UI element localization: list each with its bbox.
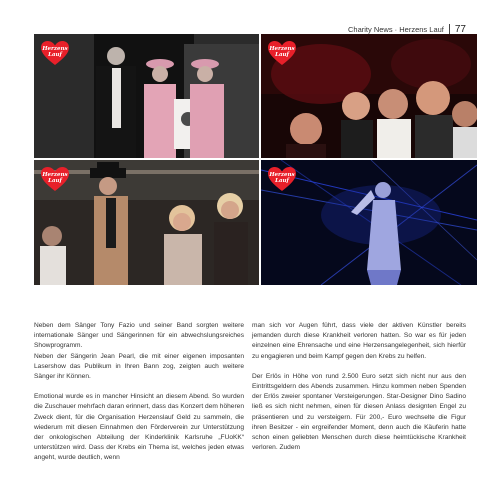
- article-paragraph: Neben dem Sänger Tony Fazio und seiner Band sorgten weitere internationale Sänger und Sängerinnen für ein abwechslungsreiches Showprogramm. Neben der Sängerin Jean Pearl, die mit einer eigenen imposanten Lasershow das Publikum in Ihren Bann zog, zeigten auch weitere Sänger ihr Können.: [34, 322, 244, 381]
- article-column-left: [34, 321, 244, 474]
- article-paragraph: Emotional wurde es in mancher Hinsicht an diesem Abend. So wurden die Zuschauer mehrfach daran erinnert, dass das Konzert dem höheren Zweck dient, für die Organisation Herzenslauf Geld zu sammeln, die wiederum mit diesen Einnahmen den Förderverein zur Unterstützung der onkologischen Abteilung der Kinderklinik Karlsruhe „FUoKK“ unterstützen wird. Dass der Krebs ein Thema ist, welches jeden etwas angeht, wurde deutlich, wenn: [34, 393, 244, 462]
- photo-singers-stage: [34, 34, 259, 158]
- herzenslauf-logo: Herzens Lauf: [40, 166, 70, 192]
- photo-crowd-selfie: [261, 34, 477, 158]
- article-paragraph: man sich vor Augen führt, dass viele der aktiven Künstler bereits jemanden durch diese Krankheit verloren hatten. So war es für jeden einzelnen eine Ehrensache und eine Herzensangelegenheit, sich hierfür zu engagieren und beim Kampf gegen den Krebs zu helfen.: [252, 322, 466, 360]
- herzenslauf-logo: Herzens Lauf: [267, 40, 297, 66]
- section-title: Charity News · Herzens Lauf: [348, 24, 444, 34]
- herzenslauf-logo: Herzens Lauf: [40, 40, 70, 66]
- header-divider: [449, 24, 450, 35]
- article-column-right: [252, 321, 466, 463]
- article-paragraph: Der Erlös in Höhe von rund 2.500 Euro setzt sich nicht nur aus den Eintrittsgeldern des Abends zusammen. Hinzu kommen neben Spenden der Erlös zweier spontaner Versteigerungen. Star-Designer Dino Sadino ließ es sich nicht nehmen, einen für diesen Anlass designten Engel zu präsentieren und zu versteigern. Für 200,- Euro wechselte die Figur ihren Besitzer - ein ergreifender Moment, denn auch die Käuferin hatte schon einen geliebten Menschen durch diese heimtückische Krankheit verloren. Zudem: [252, 372, 466, 452]
- photo-laser-singer: [261, 160, 477, 285]
- herzenslauf-logo: Herzens Lauf: [267, 166, 297, 192]
- page-number: 77: [454, 23, 466, 35]
- photo-auction-guests: [34, 160, 259, 285]
